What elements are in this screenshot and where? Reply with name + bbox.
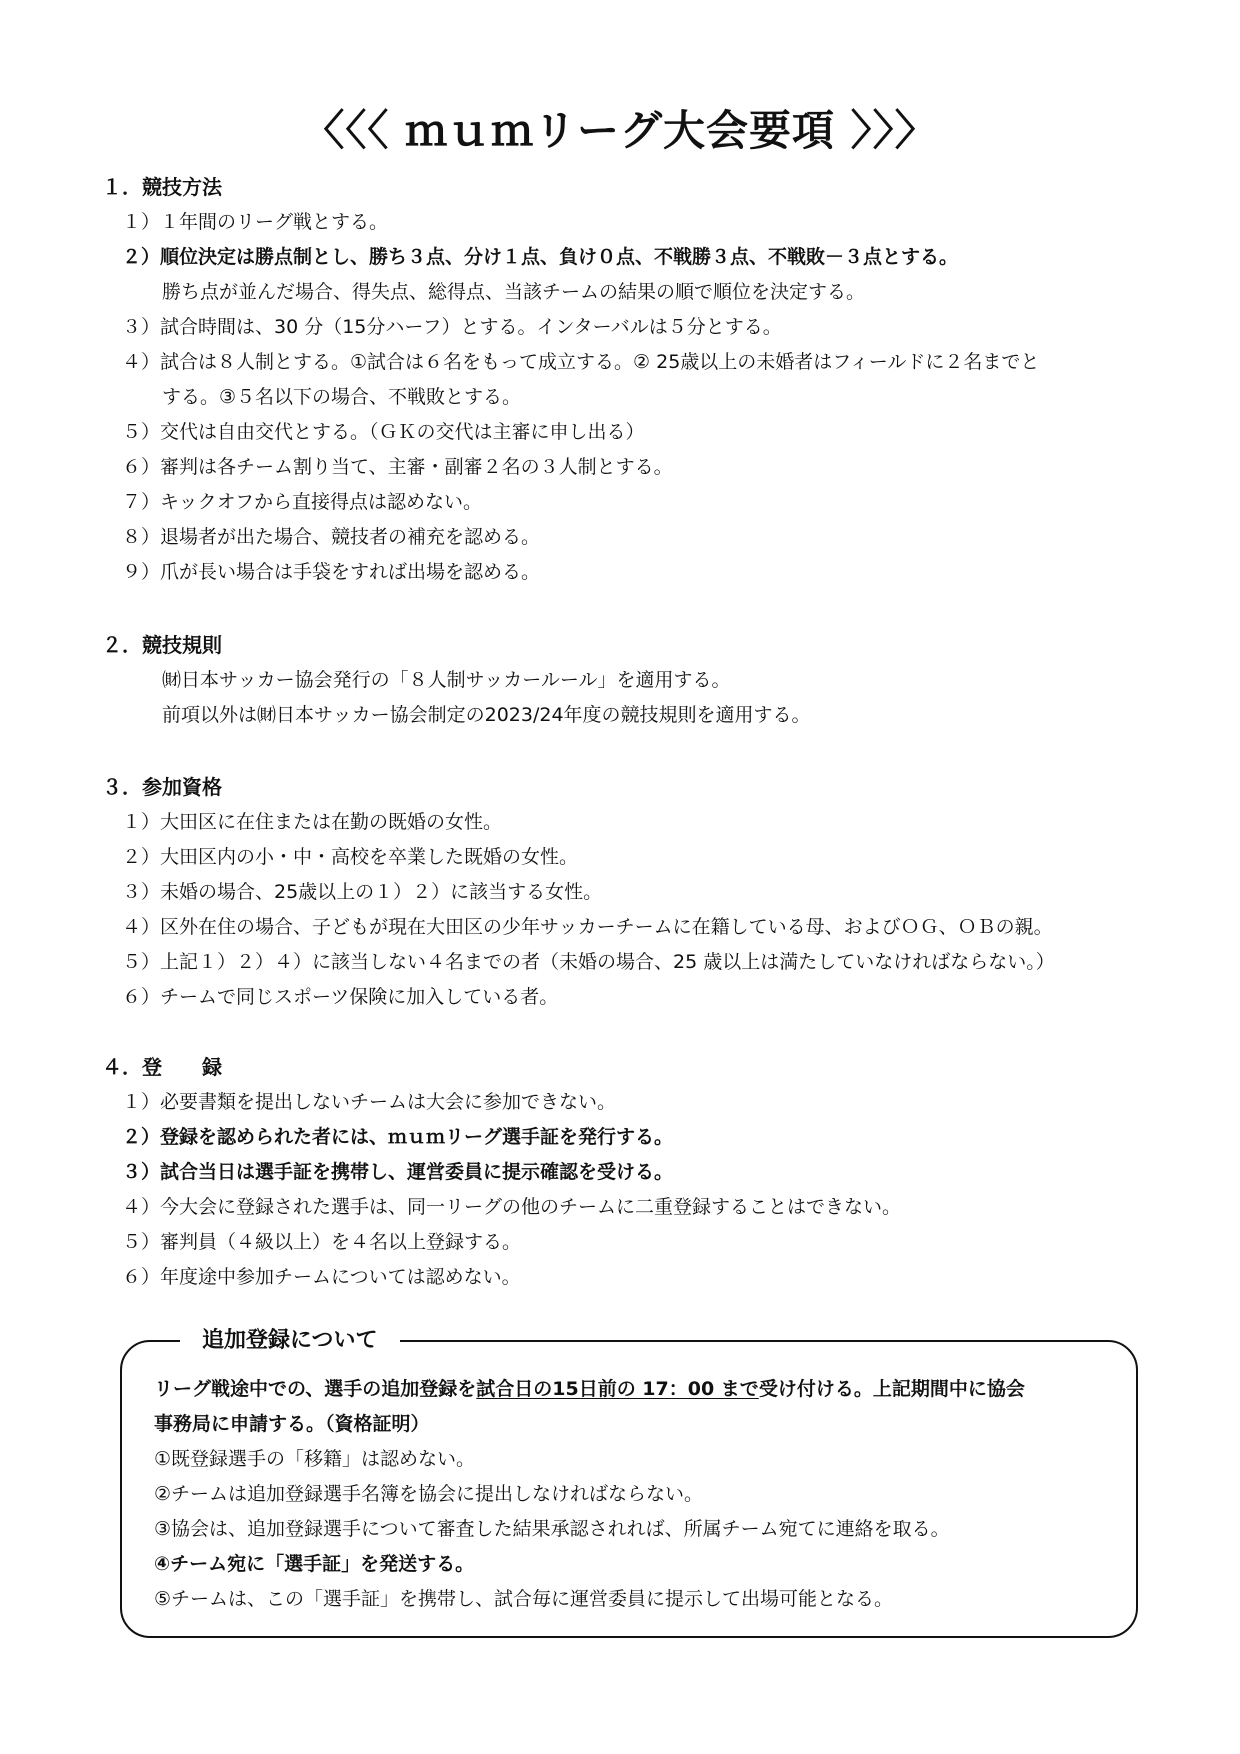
list-item: ２）登録を認められた者には、ｍｕｍリーグ選手証を発行する。 (122, 1126, 674, 1148)
intro-line: 事務局に申請する。（資格証明） (154, 1413, 430, 1435)
rule-line: 前項以外は㈶日本サッカー協会制定の2023/24年度の競技規則を適用する。 (162, 704, 811, 726)
list-item: ③協会は、追加登録選手について審査した結果承認されれば、所属チーム宛てに連絡を取る。 (154, 1518, 950, 1540)
list-item: ４）区外在住の場合、子どもが現在大田区の少年サッカーチームに在籍している母、およびＯＧ、ＯＢの親。 (122, 916, 1053, 938)
additional-registration-box (120, 1328, 1138, 1638)
list-item: ①既登録選手の「移籍」は認めない。 (154, 1448, 476, 1470)
list-item: ８）退場者が出た場合、競技者の補充を認める。 (122, 526, 541, 548)
list-item: ３）試合当日は選手証を携帯し、運営委員に提示確認を受ける。 (122, 1161, 674, 1183)
list-item: ⑤チームは、この「選手証」を携帯し、試合毎に運営委員に提示して出場可能となる。 (154, 1588, 894, 1610)
section-registration (102, 1050, 1162, 1295)
list-item: ②チームは追加登録選手名簿を協会に提出しなければならない。 (154, 1483, 704, 1505)
intro-text: 受け付ける。上記期間中に協会 (758, 1378, 1025, 1400)
intro-line (154, 1372, 1114, 1407)
rule-line: ㈶日本サッカー協会発行の「８人制サッカールール」を適用する。 (162, 669, 731, 691)
section-heading: ３．参加資格 (102, 775, 222, 799)
list-item: ２）大田区内の小・中・高校を卒業した既婚の女性。 (122, 846, 579, 868)
list-item-continuation: 勝ち点が並んだ場合、得失点、総得点、当該チームの結果の順で順位を決定する。 (162, 281, 866, 303)
list-item: ３）試合時間は、30 分（15分ハーフ）とする。インターバルは５分とする。 (122, 316, 782, 338)
list-item: ３）未婚の場合、25歳以上の１）２）に該当する女性。 (122, 881, 603, 903)
list-item-continuation: する。③５名以下の場合、不戦敗とする。 (162, 386, 522, 408)
list-item: ９）爪が長い場合は手袋をすれば出場を認める。 (122, 561, 541, 583)
list-item: ６）チームで同じスポーツ保険に加入している者。 (122, 986, 559, 1008)
intro-text: リーグ戦途中での、選手の追加登録を (154, 1378, 477, 1400)
list-item: ７）キックオフから直接得点は認めない。 (122, 491, 483, 513)
list-item: １）必要書類を提出しないチームは大会に参加できない。 (122, 1091, 617, 1113)
list-item: ４）今大会に登録された選手は、同一リーグの他のチームに二重登録することはできない。 (122, 1196, 902, 1218)
section-competition-rules (102, 628, 1162, 733)
list-item: ２）順位決定は勝点制とし、勝ち３点、分け１点、負け０点、不戦勝３点、不戦敗－３点とする。 (122, 246, 959, 268)
list-item: ５）上記１）２）４）に該当しない４名までの者（未婚の場合、25 歳以上は満たしていなければならない。） (122, 951, 1055, 973)
section-eligibility (102, 770, 1162, 1015)
list-item: ５）審判員（４級以上）を４名以上登録する。 (122, 1231, 522, 1253)
deadline-text: 試合日の15日前の 17：00 まで (476, 1378, 759, 1400)
page-title: 〈〈〈 ｍｕｍリーグ大会要項 〉〉〉 (302, 106, 938, 155)
list-item: １）１年間のリーグ戦とする。 (122, 211, 389, 233)
box-body (154, 1372, 1114, 1617)
list-item: ④チーム宛に「選手証」を発送する。 (154, 1553, 475, 1575)
list-item: ６）年度途中参加チームについては認めない。 (122, 1266, 521, 1288)
box-title: 追加登録について (180, 1323, 400, 1359)
section-heading: ４．登 録 (102, 1055, 222, 1079)
section-heading: ２．競技規則 (102, 633, 222, 657)
section-heading: １．競技方法 (102, 175, 222, 199)
list-item: ５）交代は自由交代とする。（ＧＫの交代は主審に申し出る） (122, 421, 645, 443)
section-competition-method (102, 170, 1162, 590)
list-item: ４）試合は８人制とする。①試合は６名をもって成立する。② 25歳以上の未婚者はフィールドに２名までと (122, 351, 1040, 373)
list-item: ６）審判は各チーム割り当て、主審・副審２名の３人制とする。 (122, 456, 673, 478)
list-item: １）大田区に在住または在勤の既婚の女性。 (122, 811, 503, 833)
